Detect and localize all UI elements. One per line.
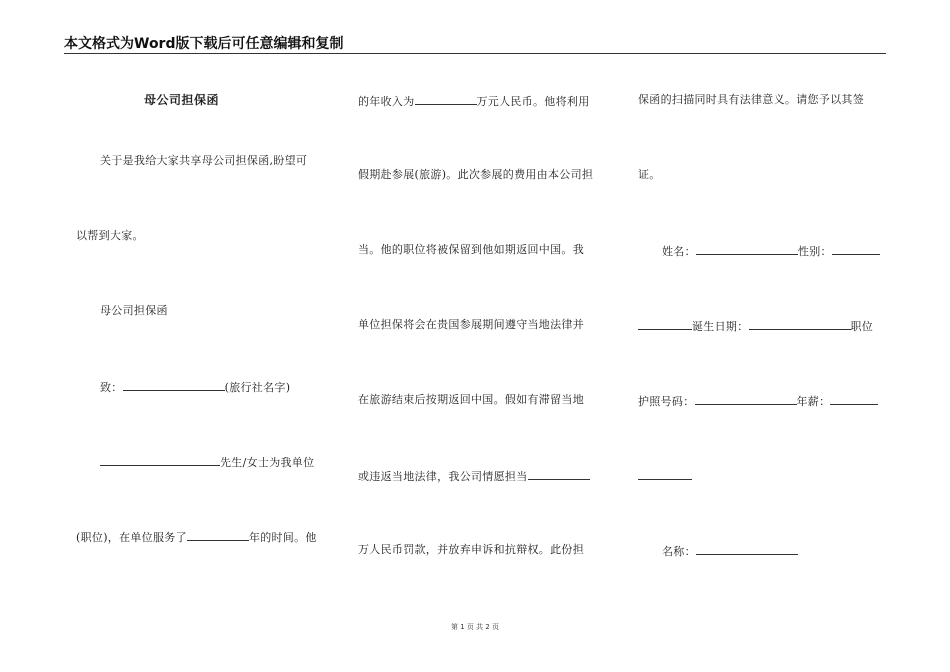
- position-suffix: 年的时间。他: [248, 531, 317, 544]
- penalty-prefix: 或违返当地法律，我公司情愿担当: [358, 470, 528, 483]
- body-line-4: 单位担保将会在贵国参展期间遵守当地法律并: [358, 318, 584, 331]
- salary-label: 年薪：: [796, 395, 831, 408]
- company-name-blank[interactable]: [696, 543, 798, 555]
- name-blank[interactable]: [696, 243, 798, 255]
- person-name-blank[interactable]: [100, 454, 220, 466]
- travel-agency-blank[interactable]: [123, 379, 225, 391]
- document-title: 母公司担保函: [144, 93, 220, 107]
- body-line-7: 万人民币罚款，并放弃申诉和抗辩权。此份担: [358, 543, 584, 556]
- income-suffix: 万元人民币。他将利用: [476, 95, 590, 108]
- passport-number-blank[interactable]: [695, 393, 797, 405]
- addressee-suffix: (旅行社名字): [224, 381, 291, 394]
- company-name-label: 名称：: [662, 545, 696, 558]
- addressee-line: [100, 379, 290, 395]
- birth-label: 诞生日期：: [692, 320, 749, 333]
- penalty-line: [358, 468, 590, 484]
- letter-subtitle: 母公司担保函: [100, 304, 168, 317]
- name-label: 姓名：: [662, 245, 696, 258]
- passport-salary-line: [638, 393, 878, 409]
- column-3: [638, 0, 888, 672]
- income-prefix: 的年收入为: [358, 95, 415, 108]
- body-line-2: 假期赴参展(旅游)。此次参展的费用由本公司担: [358, 168, 594, 181]
- salary-continued-line: [638, 468, 692, 484]
- column-2: [358, 0, 608, 672]
- income-line: [358, 93, 590, 109]
- person-line: [100, 454, 314, 470]
- position-label: 职位: [850, 320, 874, 333]
- position-prefix: (职位)，在单位服务了: [76, 531, 187, 544]
- page-footer: 第 1 页 共 2 页: [450, 623, 500, 631]
- birth-date-blank[interactable]: [749, 318, 851, 330]
- intro-line-2: 以帮到大家。: [76, 229, 144, 242]
- addressee-prefix: 致：: [100, 381, 123, 394]
- intro-line-1: 关于是我给大家共享母公司担保函,盼望可: [100, 154, 308, 167]
- company-name-line: [662, 543, 798, 559]
- column-1: [76, 0, 326, 672]
- gender-continued-blank[interactable]: [638, 318, 692, 330]
- income-blank[interactable]: [415, 93, 477, 105]
- passport-label: 护照号码：: [638, 395, 695, 408]
- body-line-5: 在旅游结束后按期返回中国。假如有滞留当地: [358, 393, 584, 406]
- years-blank[interactable]: [187, 529, 249, 541]
- salary-continued-blank[interactable]: [638, 468, 692, 480]
- salary-blank[interactable]: [830, 393, 878, 405]
- position-line: [76, 529, 317, 545]
- body-line-3: 当。他的职位将被保留到他如期返回中国。我: [358, 243, 584, 256]
- gender-blank[interactable]: [832, 243, 880, 255]
- name-gender-line: [662, 243, 880, 259]
- document-header: 本文格式为Word版下载后可任意编辑和复制: [64, 36, 344, 52]
- person-line-suffix: 先生/女士为我单位: [220, 456, 315, 469]
- gender-label: 性别：: [797, 245, 832, 258]
- penalty-amount-blank[interactable]: [528, 468, 590, 480]
- body-line-8: 保函的扫描同时具有法律意义。请您予以其签: [638, 93, 864, 106]
- body-line-9: 证。: [638, 168, 661, 181]
- birth-position-line: [638, 318, 873, 334]
